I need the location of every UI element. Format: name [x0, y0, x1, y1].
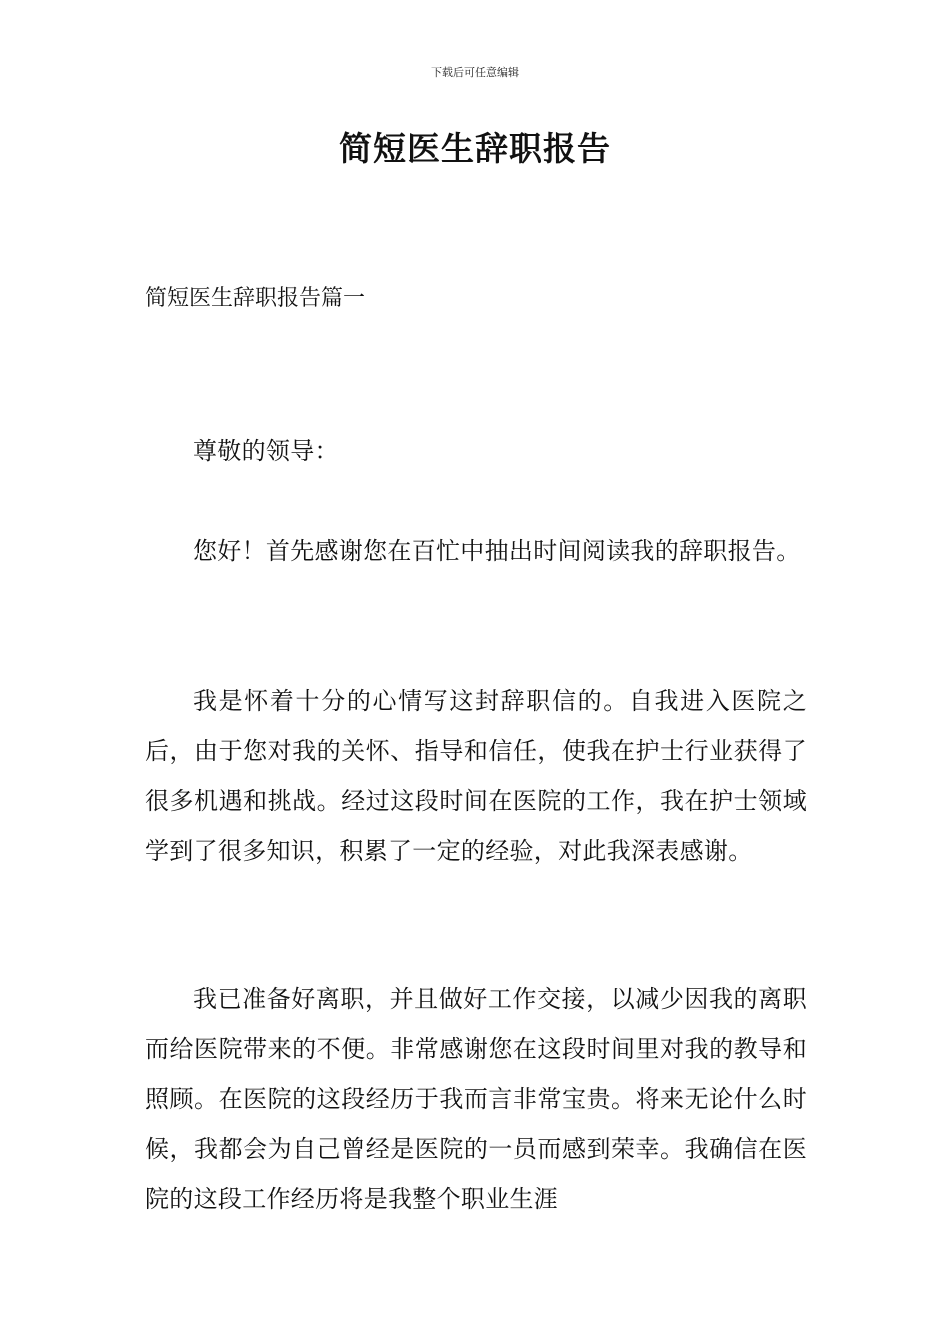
paragraph-handover: 我已准备好离职，并且做好工作交接，以减少因我的离职而给医院带来的不便。非常感谢您在这段时间里对我的教导和照顾。在医院的这段经历于我而言非常宝贵。将来无论什么时候，我都会为自己曾经是医院的一员而感到荣幸。我确信在医院的这段工作经历将是我整个职业生涯: [145, 985, 807, 1213]
salutation: 尊敬的领导：: [193, 437, 339, 465]
paragraph-gratitude: 我是怀着十分的心情写这封辞职信的。自我进入医院之后，由于您对我的关怀、指导和信任，使我在护士行业获得了很多机遇和挑战。经过这段时间在医院的工作，我在护士领域学到了很多知识，积累了一定的经验，对此我深表感谢。: [145, 687, 807, 865]
section-heading: 简短医生辞职报告篇一: [145, 286, 366, 311]
paragraph-greeting: 您好！首先感谢您在百忙中抽出时间阅读我的辞职报告。: [193, 537, 801, 565]
header-note: 下载后可任意编辑: [431, 66, 519, 79]
document-title: 简短医生辞职报告: [339, 129, 611, 168]
